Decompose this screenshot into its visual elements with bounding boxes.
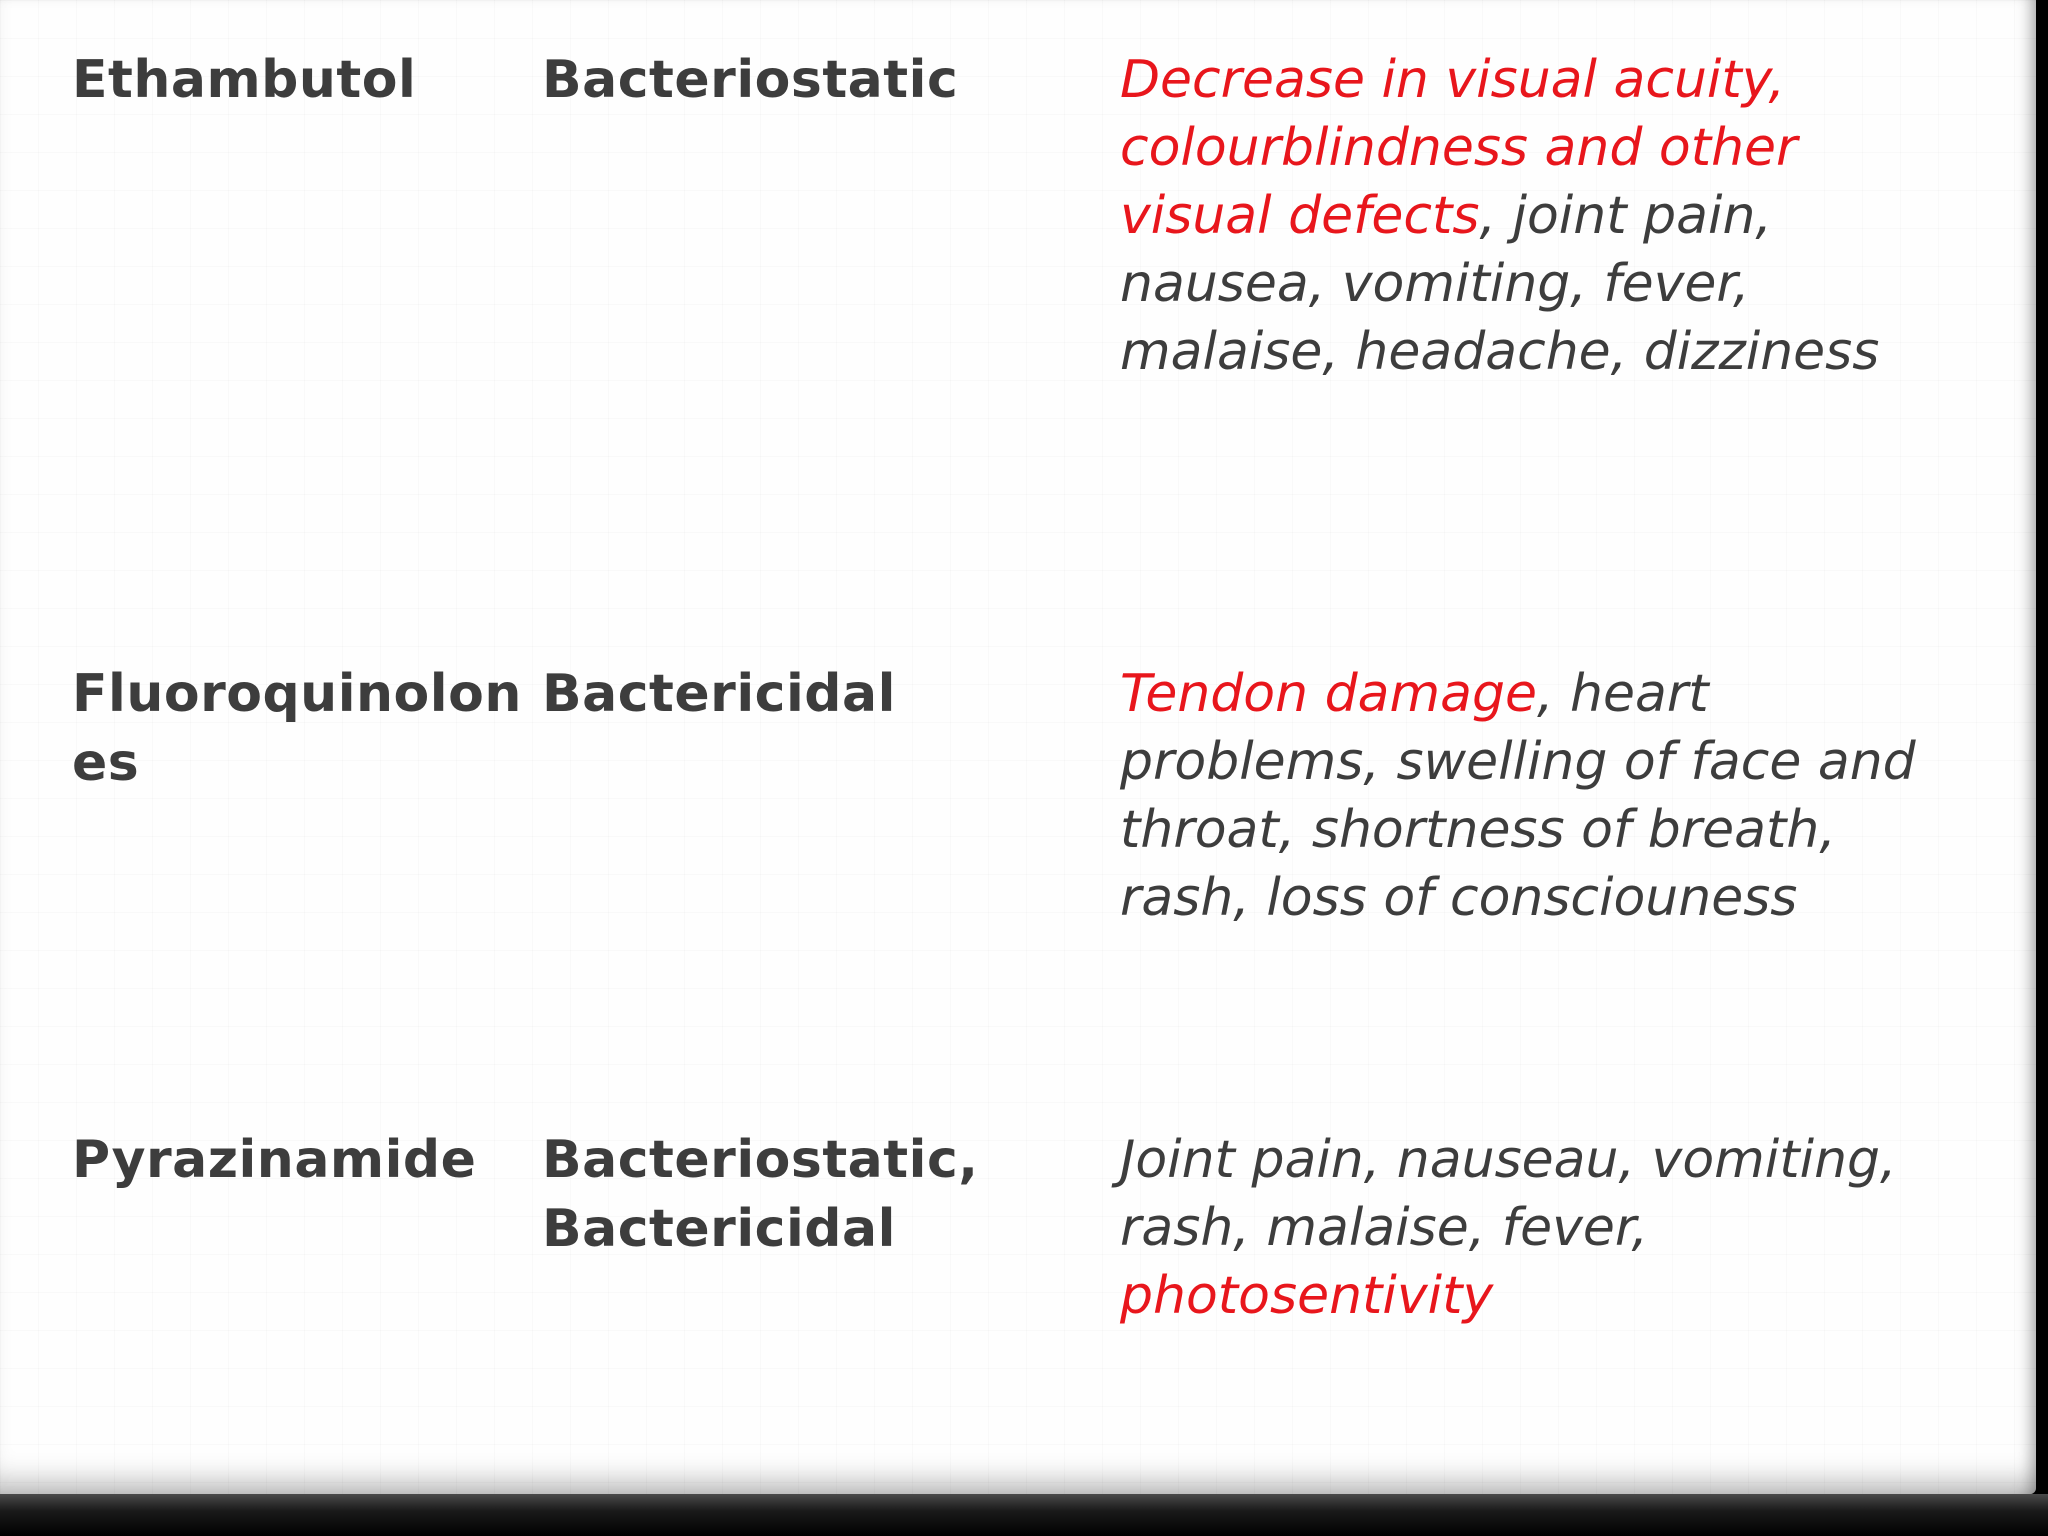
side-effects xyxy=(1120,46,2000,386)
drug-action xyxy=(542,1126,1042,1264)
drug-action-line: Bacteriostatic, xyxy=(542,1130,979,1190)
side-effects xyxy=(1120,1126,2000,1330)
slide-edge-bottom xyxy=(0,1494,2048,1536)
side-effects-highlight: photosentivity xyxy=(1120,1266,1494,1326)
drug-action-line: Bactericidal xyxy=(542,1199,896,1259)
side-effects-line: problems, swelling of face and xyxy=(1120,732,1916,792)
side-effects-text: , heart xyxy=(1537,664,1709,724)
side-effects-highlight: visual defects xyxy=(1120,186,1480,246)
drug-name-line: Fluoroquinolon xyxy=(72,664,522,724)
side-effects-line: Joint pain, nauseau, vomiting, xyxy=(1120,1130,1897,1190)
side-effects-line: colourblindness and other xyxy=(1120,118,1798,178)
drug-name-line: es xyxy=(72,733,140,793)
side-effects-line xyxy=(1120,660,2000,728)
drug-action xyxy=(542,46,1042,115)
slide-edge-right xyxy=(2036,0,2048,1536)
side-effects-line: throat, shortness of breath, xyxy=(1120,800,1836,860)
side-effects-line: rash, malaise, fever, xyxy=(1120,1198,1648,1258)
drug-name xyxy=(72,46,492,115)
side-effects xyxy=(1120,660,2000,932)
drug-name-line: Ethambutol xyxy=(72,50,417,110)
drug-action-line: Bacteriostatic xyxy=(542,50,959,110)
side-effects-line xyxy=(1120,182,2000,250)
side-effects-line: malaise, headache, dizziness xyxy=(1120,322,1880,382)
drug-name-line: Pyrazinamide xyxy=(72,1130,477,1190)
drug-action xyxy=(542,660,1042,729)
side-effects-line: nausea, vomiting, fever, xyxy=(1120,254,1750,314)
drug-name xyxy=(72,1126,492,1195)
side-effects-line: rash, loss of consciouness xyxy=(1120,868,1798,928)
drug-action-line: Bactericidal xyxy=(542,664,896,724)
side-effects-highlight: Tendon damage xyxy=(1120,664,1537,724)
drug-name xyxy=(72,660,522,798)
side-effects-text: , joint pain, xyxy=(1479,186,1772,246)
side-effects-line: Decrease in visual acuity, xyxy=(1120,50,1786,110)
